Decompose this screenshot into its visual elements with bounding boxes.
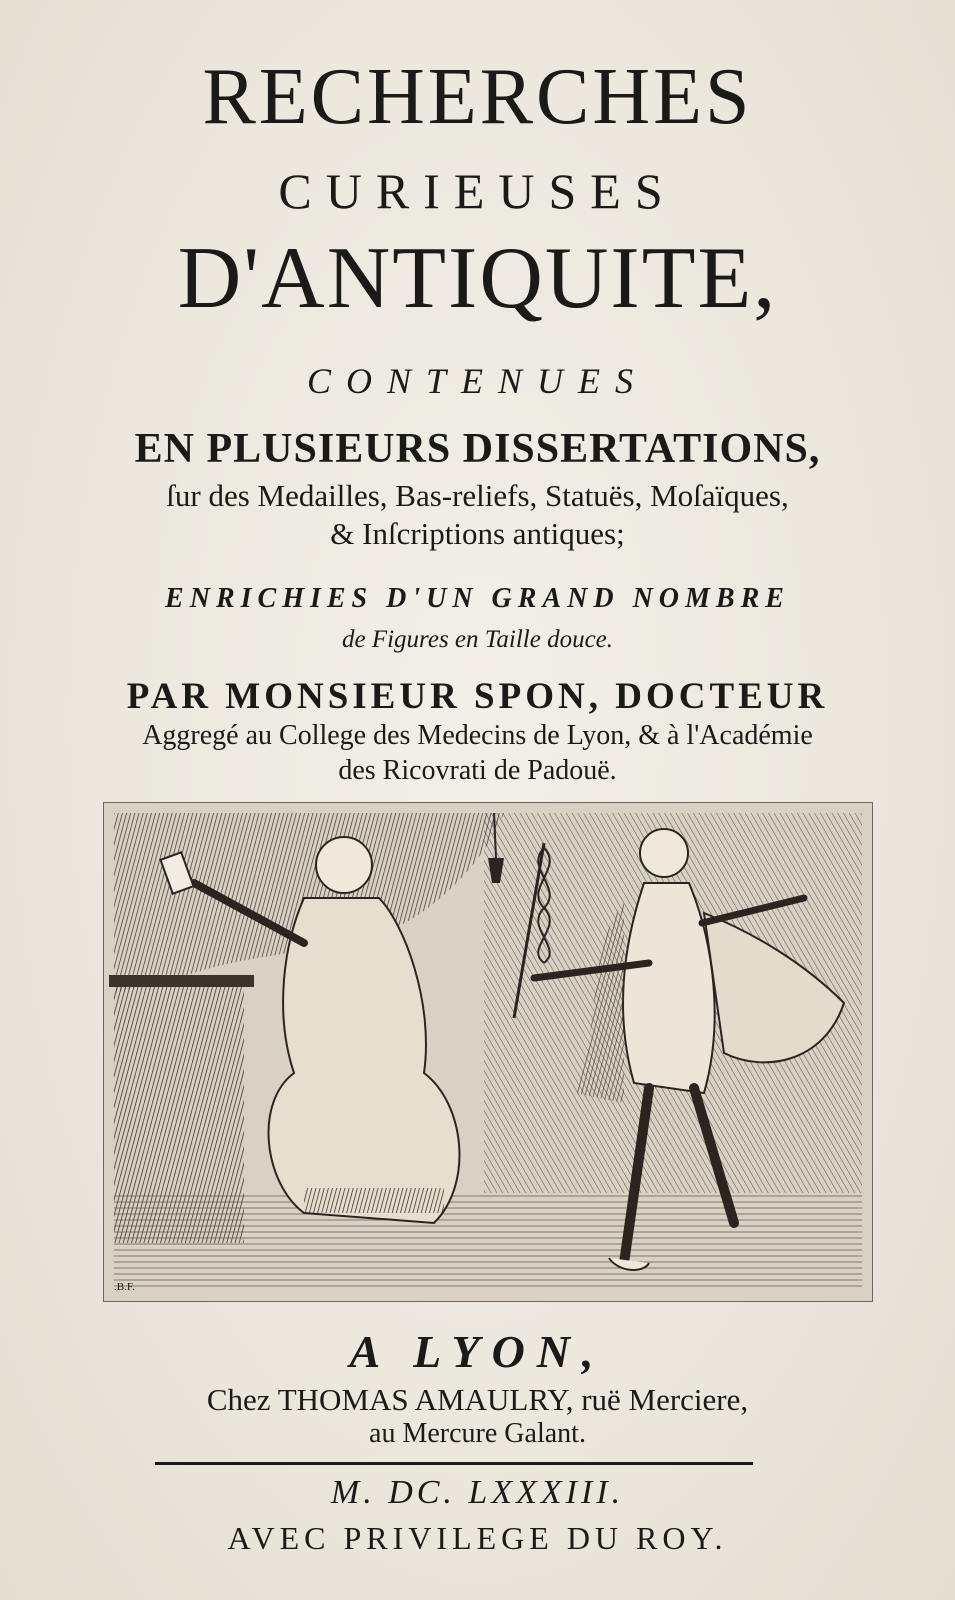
imprint-divider bbox=[155, 1462, 753, 1465]
title-line-antiquite: D'ANTIQUITE, bbox=[177, 230, 778, 327]
engraving-artwork bbox=[104, 803, 872, 1301]
title-line-contenues: CONTENUES bbox=[306, 361, 649, 401]
title-line-dissertations: EN PLUSIEURS DISSERTATIONS, bbox=[134, 426, 821, 472]
engraver-signature: .B.F. bbox=[114, 1281, 135, 1293]
imprint-year: M. DC. LXXXIII. bbox=[330, 1474, 625, 1511]
author-academy-line: des Ricovrati de Padouë. bbox=[338, 755, 617, 786]
imprint-place: A LYON, bbox=[349, 1326, 606, 1377]
subtitle-line-figures: de Figures en Taille douce. bbox=[341, 626, 614, 653]
author-affiliation-line: Aggregé au College des Medecins de Lyon, & à l'Académie bbox=[142, 720, 813, 751]
subtitle-line-inscriptions: & Inſcriptions antiques; bbox=[330, 516, 625, 551]
imprint-publisher: Chez THOMAS AMAULRY, ruë Merciere, bbox=[206, 1382, 749, 1417]
title-line-curieuses: CURIEUSES bbox=[278, 163, 677, 219]
imprint-sign: au Mercure Galant. bbox=[369, 1418, 586, 1449]
engraving-illustration bbox=[103, 802, 873, 1302]
subtitle-line-enrichies: ENRICHIES D'UN GRAND NOMBRE bbox=[165, 583, 790, 614]
author-line: PAR MONSIEUR SPON, DOCTEUR bbox=[126, 676, 829, 717]
subtitle-line-medailles: ſur des Medailles, Bas-reliefs, Statuës, Moſaïques, bbox=[166, 478, 789, 513]
title-line-recherches: RECHERCHES bbox=[202, 53, 753, 141]
imprint-privilege: AVEC PRIVILEGE DU ROY. bbox=[227, 1520, 728, 1556]
